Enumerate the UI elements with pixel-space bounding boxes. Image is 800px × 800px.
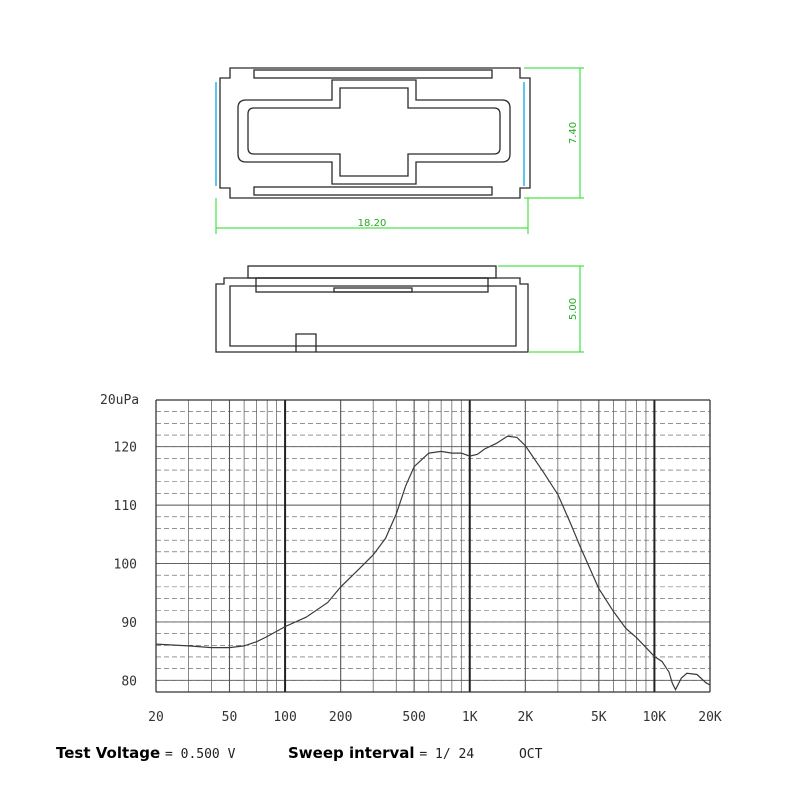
y-tick-label: 120 bbox=[113, 440, 137, 456]
x-tick-label: 50 bbox=[221, 710, 238, 725]
side-view-drawing bbox=[216, 266, 528, 352]
x-tick-label: 500 bbox=[402, 710, 426, 725]
bottom-rail bbox=[254, 187, 492, 195]
x-tick-label: 100 bbox=[273, 710, 297, 725]
inner-cross-frame bbox=[248, 88, 500, 176]
test-voltage-info bbox=[56, 744, 235, 762]
sweep-interval-label: Sweep interval bbox=[288, 744, 415, 762]
x-tick-label: 1K bbox=[461, 710, 478, 725]
x-tick-label: 5K bbox=[590, 710, 607, 725]
top-view-drawing bbox=[216, 68, 530, 198]
height-dimension-label: 7.40 bbox=[568, 121, 579, 145]
y-axis-unit-label: 20uPa bbox=[100, 393, 140, 408]
thickness-dimension-label: 5.00 bbox=[568, 297, 579, 321]
outer-cross-frame bbox=[238, 80, 510, 184]
y-tick-label: 80 bbox=[121, 674, 137, 690]
mechanical-drawings bbox=[0, 0, 800, 380]
top-view-dimensions bbox=[216, 68, 584, 234]
chart-grid bbox=[156, 400, 710, 692]
side-top-plate bbox=[248, 266, 496, 278]
test-voltage-label: Test Voltage bbox=[56, 744, 161, 762]
side-center-slot bbox=[334, 288, 412, 292]
top-rail bbox=[254, 70, 492, 78]
y-tick-label: 90 bbox=[121, 615, 137, 631]
x-tick-label: 20K bbox=[698, 710, 722, 725]
side-inner-outline bbox=[230, 286, 516, 346]
sweep-interval-unit: OCT bbox=[518, 747, 543, 762]
frequency-response-curve bbox=[156, 436, 710, 690]
y-tick-labels bbox=[114, 441, 137, 690]
x-tick-labels bbox=[148, 710, 722, 725]
x-tick-label: 20 bbox=[148, 710, 164, 725]
y-tick-label: 100 bbox=[113, 557, 137, 573]
sweep-interval-value: = 1/ 24 bbox=[419, 747, 475, 762]
side-body-outline bbox=[216, 278, 528, 352]
x-tick-label: 2K bbox=[517, 710, 534, 725]
frequency-response-chart bbox=[0, 380, 800, 730]
test-voltage-value: = 0.500 V bbox=[164, 747, 236, 762]
x-tick-label: 200 bbox=[328, 710, 353, 725]
width-dimension-label: 18.20 bbox=[357, 218, 387, 229]
side-inner-rail bbox=[256, 278, 488, 292]
sweep-interval-info bbox=[288, 744, 542, 762]
y-tick-label: 110 bbox=[113, 499, 137, 515]
x-tick-label: 10K bbox=[642, 710, 667, 725]
side-terminal-notch bbox=[296, 334, 316, 352]
